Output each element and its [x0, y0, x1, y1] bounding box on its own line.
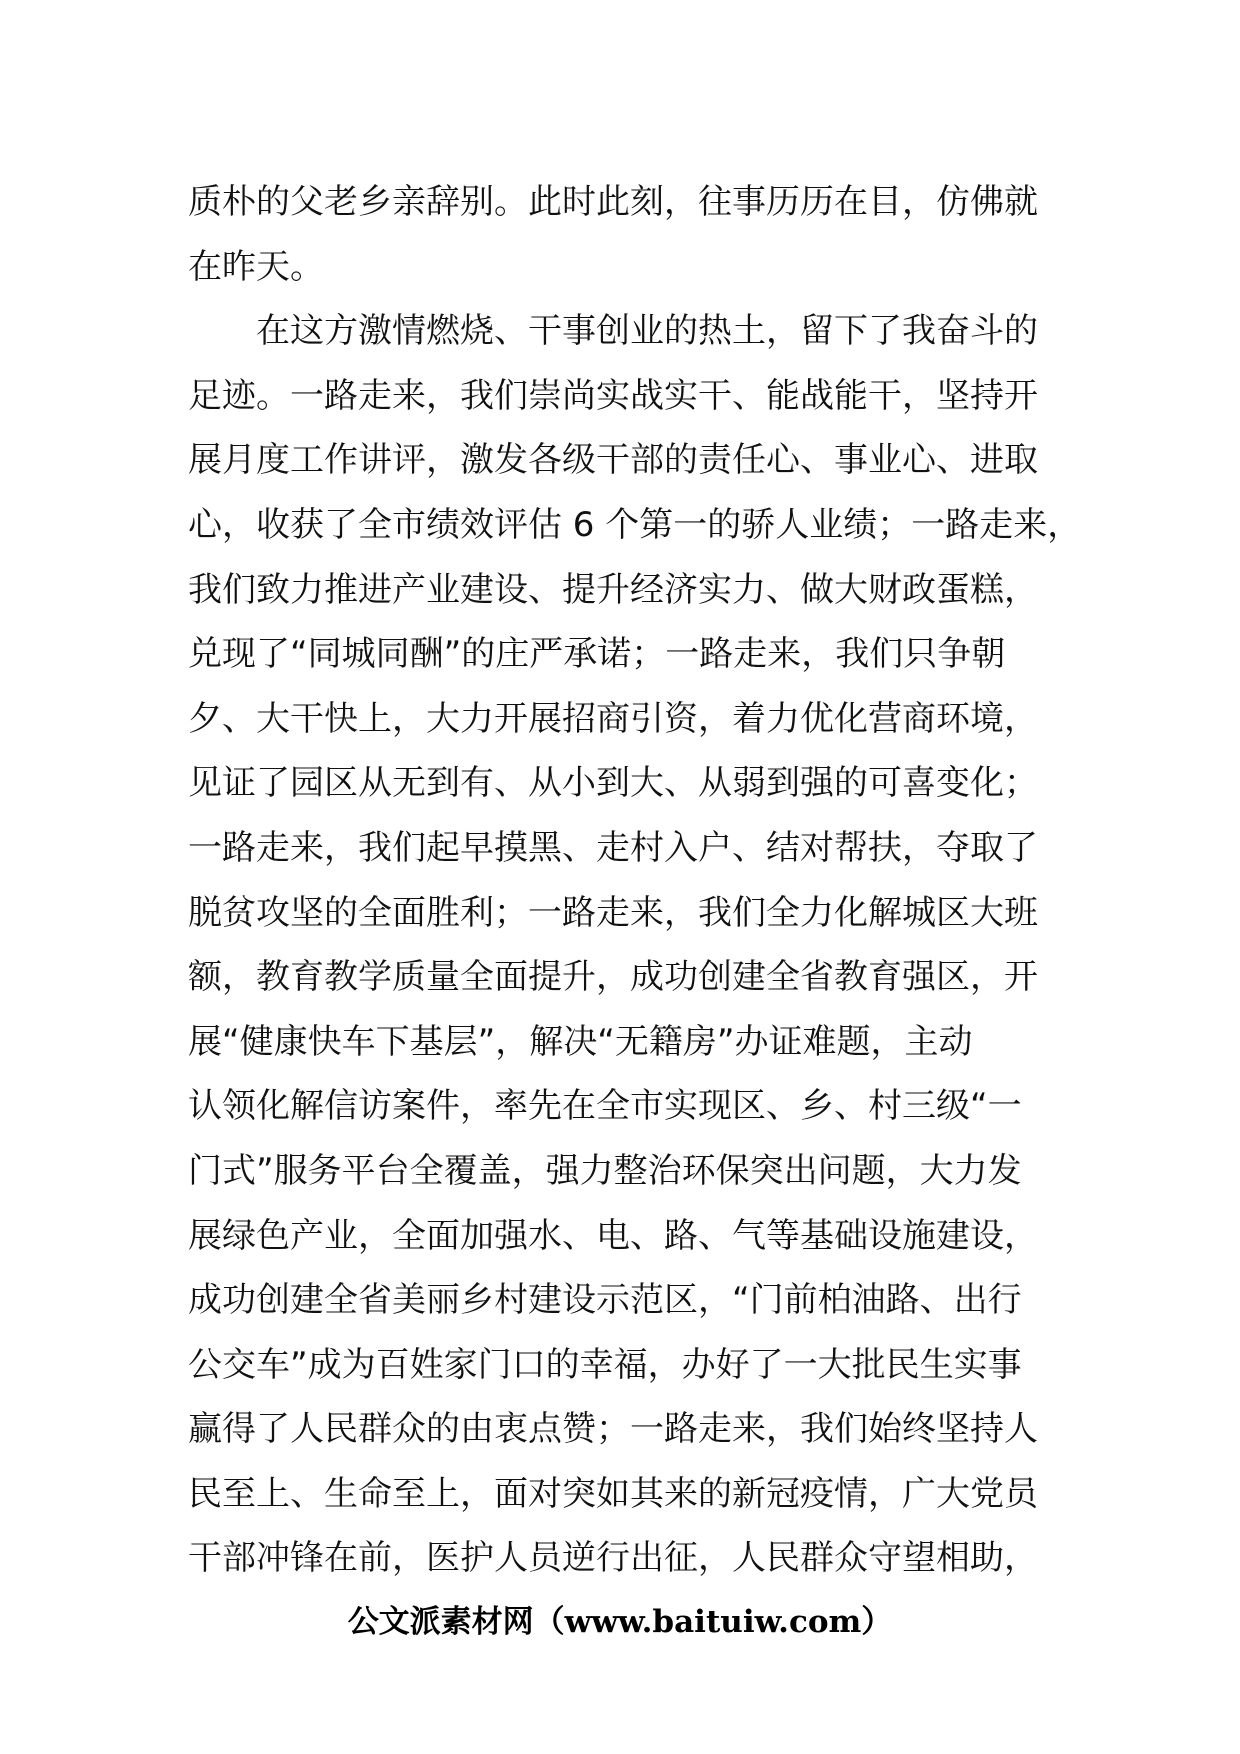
text-line: 成功创建全省美丽乡村建设示范区，“门前柏油路、出行: [188, 1280, 1022, 1321]
paragraph-first-line: 在这方激情燃烧、干事创业的热土，留下了我奋斗的: [256, 311, 1038, 352]
text-line: 门式”服务平台全覆盖，强力整治环保突出问题，大力发: [188, 1150, 1022, 1191]
text-line: 见证了园区从无到有、从小到大、从弱到强的可喜变化；: [188, 763, 1038, 804]
text-line: 质朴的父老乡亲辞别。此时此刻，往事历历在目，仿佛就: [188, 182, 1038, 222]
text-line: 足迹。一路走来，我们崇尚实战实干、能战能干，坚持开: [188, 375, 1038, 416]
text-line: 一路走来，我们起早摸黑、走村入户、结对帮扶，夺取了: [188, 827, 1038, 868]
text-line: 展月度工作讲评，激发各级干部的责任心、事业心、进取: [188, 440, 1038, 481]
text-line: 赢得了人民群众的由衷点赞；一路走来，我们始终坚持人: [188, 1409, 1038, 1450]
text-line: 兑现了“同城同酬”的庄严承诺；一路走来，我们只争朝: [188, 634, 1006, 675]
text-line: 公交车”成为百姓家门口的幸福，办好了一大批民生实事: [188, 1344, 1022, 1385]
text-line: 干部冲锋在前，医护人员逆行出征，人民群众守望相助，: [188, 1538, 1038, 1579]
text-line: 额，教育教学质量全面提升，成功创建全省教育强区，开: [188, 957, 1038, 998]
text-line: 民至上、生命至上，面对突如其来的新冠疫情，广大党员: [188, 1473, 1038, 1514]
text-line: 展“健康快车下基层”，解决“无籍房”办证难题，主动: [188, 1021, 973, 1062]
text-line: 认领化解信访案件，率先在全市实现区、乡、村三级“一: [188, 1086, 1022, 1127]
text-line: 夕、大干快上，大力开展招商引资，着力优化营商环境，: [188, 698, 1038, 739]
text-line: 展绿色产业，全面加强水、电、路、气等基础设施建设，: [188, 1215, 1038, 1256]
footer-watermark: 公文派素材网（www.baituiw.com）: [347, 1604, 893, 1640]
text-line: 脱贫攻坚的全面胜利；一路走来，我们全力化解城区大班: [188, 892, 1038, 933]
text-line: 心，收获了全市绩效评估 6 个第一的骄人业绩；一路走来，: [188, 504, 1082, 545]
text-line: 我们致力推进产业建设、提升经济实力、做大财政蛋糕，: [188, 569, 1038, 610]
body-text: [188, 170, 1088, 1591]
text-line: 在昨天。: [188, 246, 324, 287]
